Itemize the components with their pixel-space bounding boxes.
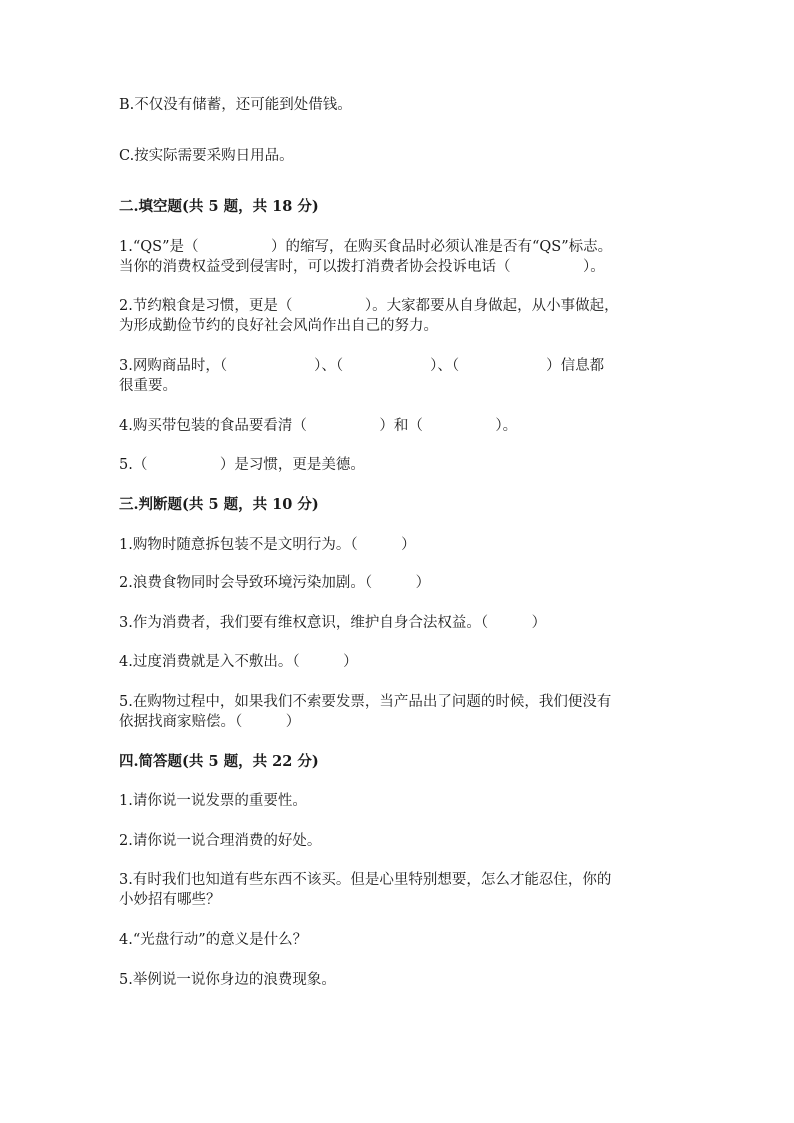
short-q4: 4.“光盘行动”的意义是什么？ bbox=[119, 932, 308, 948]
short-q3-line1: 3.有时我们也知道有些东西不该买。但是心里特别想要，怎么才能忍住，你的 bbox=[119, 872, 612, 888]
fill-q2-line1: 2.节约粮食是习惯，更是（ ）。大家都要从自身做起，从小事做起， bbox=[119, 298, 619, 314]
fill-q4: 4.购买带包装的食品要看清（ ）和（ ）。 bbox=[119, 418, 518, 434]
option-b: B.不仅没有储蓄，还可能到处借钱。 bbox=[119, 97, 352, 113]
short-q5: 5.举例说一说你身边的浪费现象。 bbox=[119, 972, 336, 988]
fill-q2-line2: 为形成勤俭节约的良好社会风尚作出自己的努力。 bbox=[119, 318, 438, 334]
fill-q3-line2: 很重要。 bbox=[119, 378, 177, 394]
fill-q1-line2: 当你的消费权益受到侵害时，可以拨打消费者协会投诉电话（ ）。 bbox=[119, 259, 605, 275]
fill-q1-line1: 1.“QS”是（ ）的缩写，在购买食品时必须认准是否有“QS”标志。 bbox=[119, 239, 613, 255]
judge-q5-line2: 依据找商家赔偿。（ ） bbox=[119, 714, 301, 730]
option-c: C.按实际需要采购日用品。 bbox=[119, 148, 294, 164]
judge-q1: 1.购物时随意拆包装不是文明行为。（ ） bbox=[119, 537, 416, 553]
fill-q3-line1: 3.网购商品时，（ ）、（ ）、（ ）信息都 bbox=[119, 358, 605, 374]
section3-heading: 三.判断题(共 5 题，共 10 分) bbox=[119, 496, 319, 513]
section4-heading: 四.简答题(共 5 题，共 22 分) bbox=[119, 753, 319, 770]
short-q1: 1.请你说一说发票的重要性。 bbox=[119, 793, 307, 809]
judge-q5-line1: 5.在购物过程中，如果我们不索要发票，当产品出了问题的时候，我们便没有 bbox=[119, 694, 612, 710]
fill-q5: 5.（ ）是习惯，更是美德。 bbox=[119, 457, 365, 473]
judge-q4: 4.过度消费就是入不敷出。（ ） bbox=[119, 654, 358, 670]
short-q3-line2: 小妙招有哪些？ bbox=[119, 892, 221, 908]
judge-q3: 3.作为消费者，我们要有维权意识，维护自身合法权益。（ ） bbox=[119, 615, 547, 631]
section2-heading: 二.填空题(共 5 题，共 18 分) bbox=[119, 198, 319, 215]
judge-q2: 2.浪费食物同时会导致环境污染加剧。（ ） bbox=[119, 575, 431, 591]
short-q2: 2.请你说一说合理消费的好处。 bbox=[119, 833, 322, 849]
